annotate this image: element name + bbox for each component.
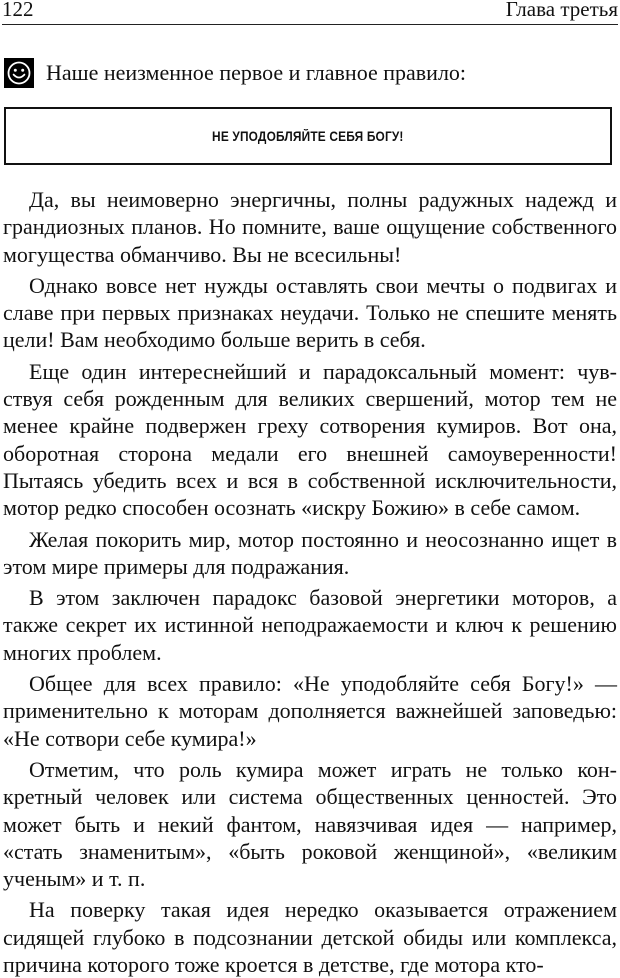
paragraph: В этом заключен парадокс базовой энергетики моторов, а также секрет их истинной неподражаемости и ключ к решению многих проблем. xyxy=(3,585,617,665)
paragraph: Отметим, что роль кумира может играть не только конкретный человек или система общественных ценностей. Это может быть и некий фантом, навязчивая идея — например, «стать знаменитым», «быть роковой женщиной», «великим ученым» и т. п. xyxy=(3,756,617,892)
paragraph: Однако вовсе нет нужды оставлять свои мечты о подвигах и славе при первых признаках неудачи. Только не спешите менять цели! Вам необходимо больше верить в себя. xyxy=(3,272,617,353)
smiley-icon xyxy=(4,58,34,88)
paragraph: Общее для всех правило: «Не уподобляйте себя Богу!» — применительно к моторам дополняется важнейшей заповедью: «Не сотвори себе кумира!» xyxy=(3,671,617,751)
rule-boxed-text: НЕ УПОДОБЛЯЙТЕ СЕБЯ БОГУ! xyxy=(212,128,404,144)
page-number: 122 xyxy=(2,0,34,21)
body-text xyxy=(3,186,617,978)
page-header xyxy=(2,0,618,25)
rule-box xyxy=(4,107,612,165)
rule-intro-text: Наше неизменное первое и главное правило: xyxy=(46,60,467,85)
paragraph: Желая покорить мир, мотор постоянно и неосознанно ищет в этом мире примеры для подражания. xyxy=(3,526,617,579)
paragraph: Еще один интереснейший и парадоксальный момент: чувствуя себя рожденным для великих свершений, мотор тем не менее крайне подвержен греху сотворения кумиров. Вот она, оборотная сторона медали его внешней самоуверенности! Пытаясь убедить всех и вся в собственной исключительности, мотор редко способен осознать «искру Божию» в себе самом. xyxy=(3,358,617,521)
paragraph: На поверку такая идея нередко оказывается отражением сидящей глубоко в подсознании детской обиды или комплекса, причина которого тоже кроется в детстве, где мотора кто- xyxy=(3,897,617,978)
running-title: Глава третья xyxy=(505,0,618,21)
rule-intro-line xyxy=(4,57,466,89)
paragraph: Да, вы неимоверно энергичны, полны радужных надежд и грандиозных планов. Но помните, ваше ощущение собственного могущества обманчиво. Вы не всесильны! xyxy=(3,187,617,267)
